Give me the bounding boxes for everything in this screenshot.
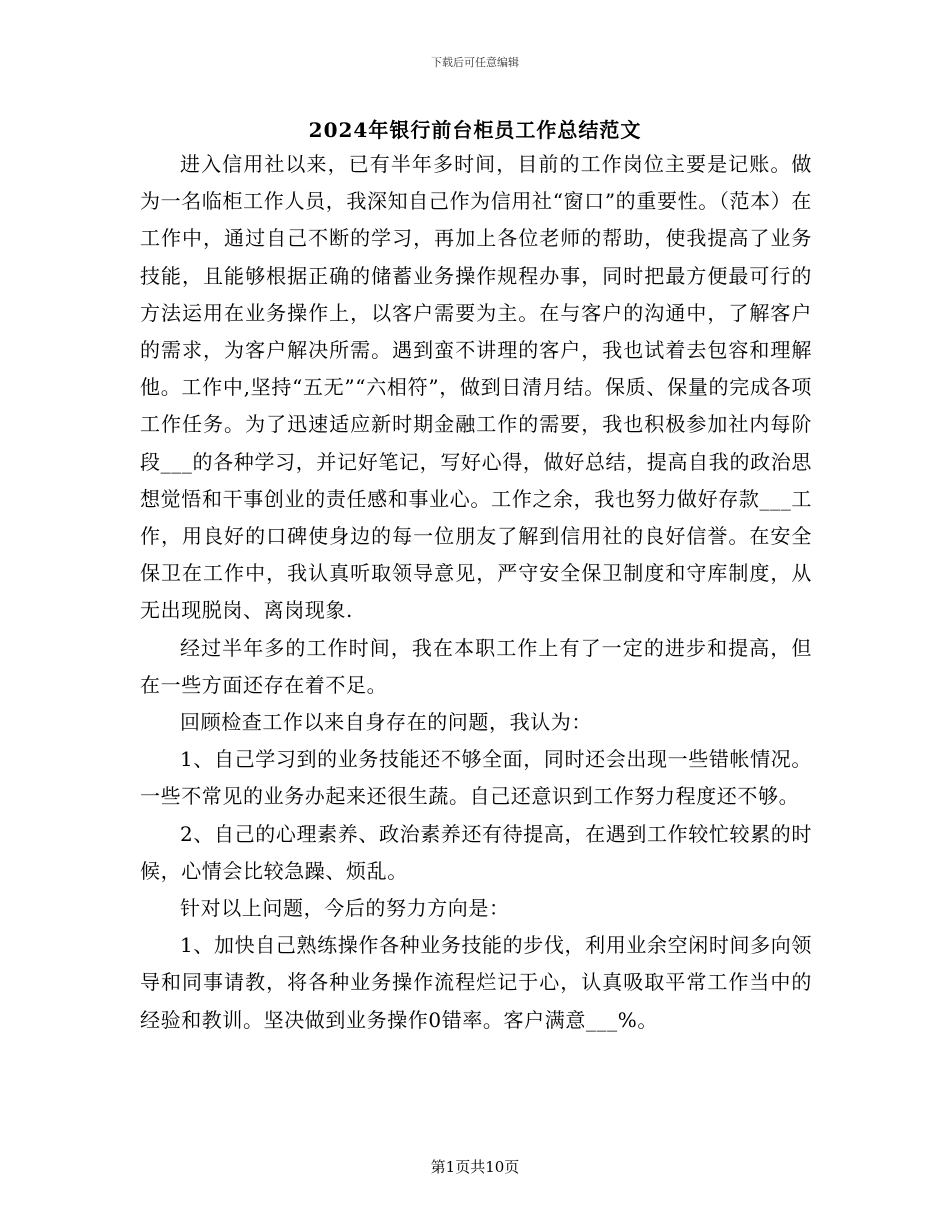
paragraph: 经过半年多的工作时间，我在本职工作上有了一定的进步和提高，但在一些方面还存在着不足。 xyxy=(140,635,812,697)
paragraph: 1、加快自己熟练操作各种业务技能的步伐，利用业余空闲时间多向领导和同事请教，将各种业务操作流程烂记于心，认真吸取平常工作当中的经验和教训。坚决做到业务操作0错率。客户满意___%。 xyxy=(140,933,812,1032)
paragraph: 针对以上问题，今后的努力方向是： xyxy=(180,896,510,921)
header-note: 下载后可任意编辑 xyxy=(431,56,519,69)
page-number: 第1页共10页 xyxy=(430,1158,520,1176)
document-title: 2024年银行前台柜员工作总结范文 xyxy=(308,118,642,142)
paragraph: 2、自己的心理素养、政治素养还有待提高，在遇到工作较忙较累的时候，心情会比较急躁、烦乱。 xyxy=(140,821,812,883)
paragraph: 进入信用社以来，已有半年多时间，目前的工作岗位主要是记账。做为一名临柜工作人员，我深知自己作为信用社“窗口”的重要性。（范本）在工作中，通过自己不断的学习，再加上各位老师的帮助，使我提高了业务技能，且能够根据正确的储蓄业务操作规程办事，同时把最方便最可行的方法运用在业务操作上，以客户需要为主。在与客户的沟通中，了解客户的需求，为客户解决所需。遇到蛮不讲理的客户，我也试着去包容和理解他。工作中,坚持“五无”“六相符”，做到日清月结。保质、保量的完成各项工作任务。为了迅速适应新时期金融工作的需要，我也积极参加社内每阶段___的各种学习，并记好笔记，写好心得，做好总结，提高自我的政治思想觉悟和干事创业的责任感和事业心。工作之余，我也努力做好存款___工作，用良好的口碑使身边的每一位朋友了解到信用社的良好信誉。在安全保卫在工作中，我认真听取领导意见，严守安全保卫制度和守库制度，从无出现脱岗、离岗现象. xyxy=(140,152,812,623)
document-body xyxy=(140,146,812,1039)
paragraph: 1、自己学习到的业务技能还不够全面，同时还会出现一些错帐情况。一些不常见的业务办起来还很生蔬。自己还意识到工作努力程度还不够。 xyxy=(140,747,812,809)
paragraph: 回顾检查工作以来自身存在的问题，我认为： xyxy=(180,710,592,735)
